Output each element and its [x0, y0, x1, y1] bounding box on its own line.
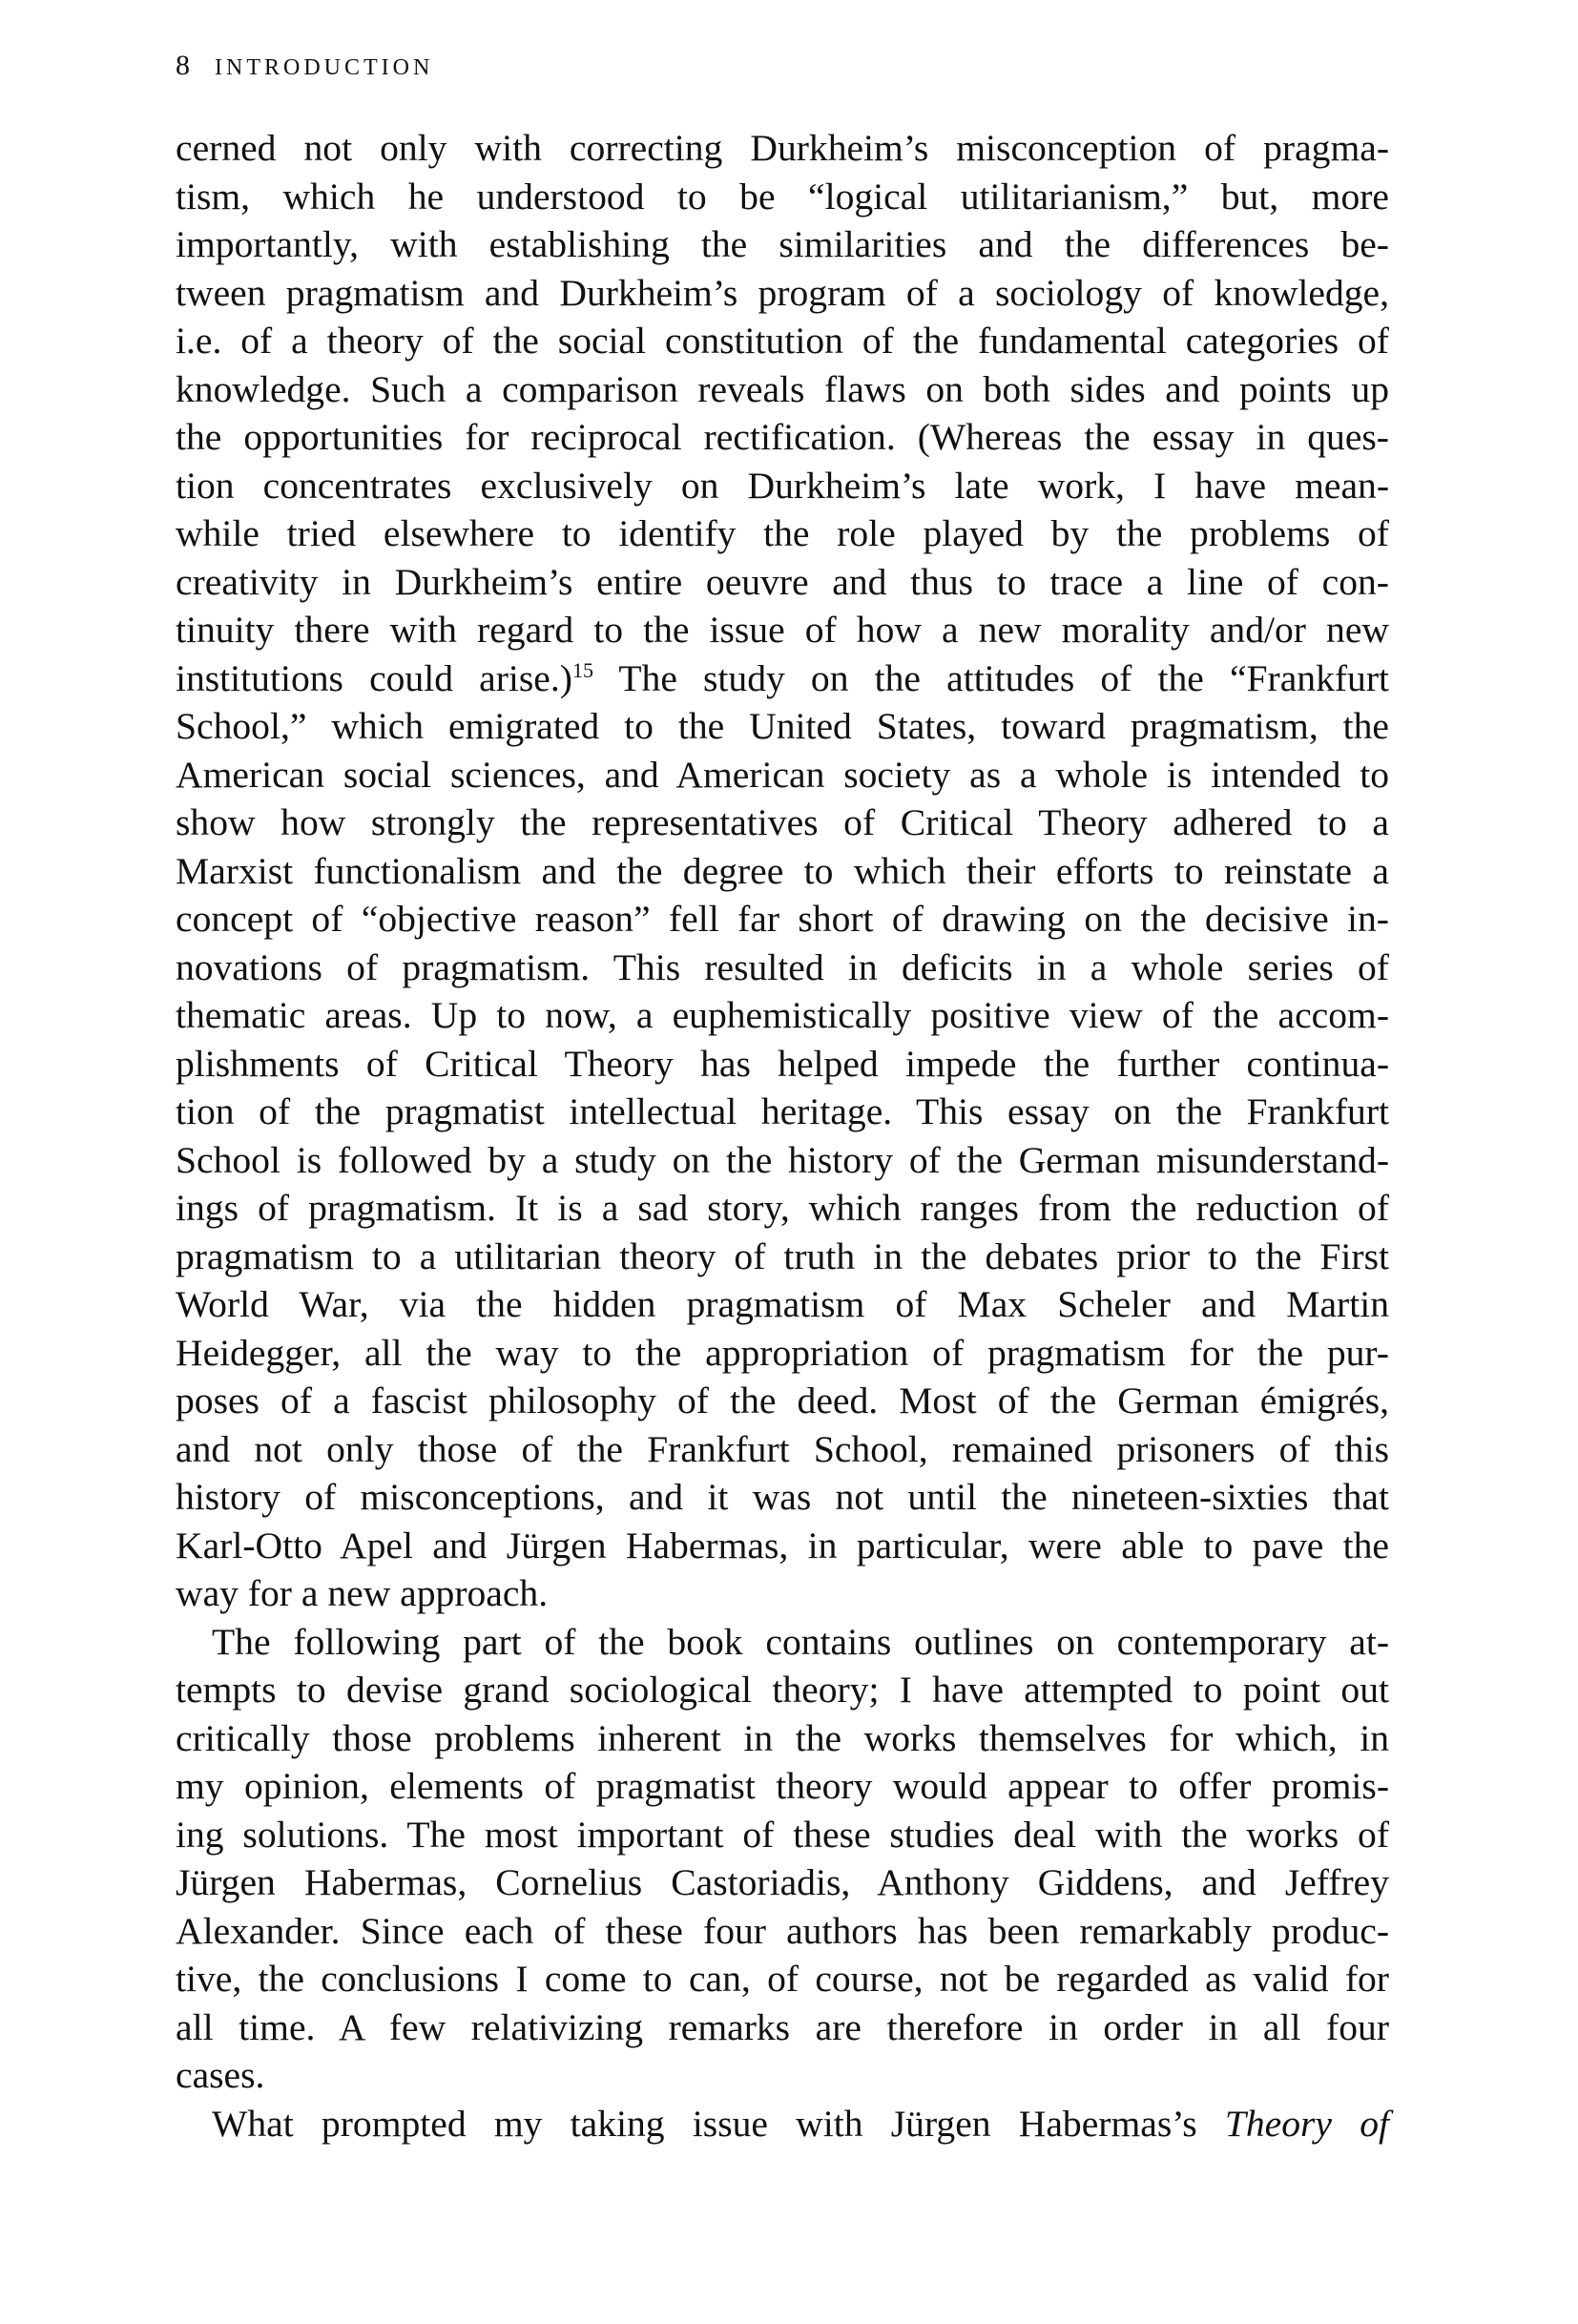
text-line: my opinion, elements of pragmatist theory would appear to offer promis- [176, 1765, 1389, 1807]
text-line: tive, the conclusions I come to can, of course, not be regarded as valid for [176, 1958, 1389, 2000]
text-line: while tried elsewhere to identify the role played by the problems of [176, 512, 1389, 554]
text-line: concept of “objective reason” fell far short of drawing on the decisive in- [176, 898, 1389, 940]
page-number: 8 [176, 50, 190, 81]
text-line: plishments of Critical Theory has helped impede the further continua- [176, 1042, 1389, 1085]
text-line: Alexander. Since each of these four authors has been remarkably produc- [176, 1909, 1389, 1952]
running-head [176, 50, 433, 82]
text-line: tween pragmatism and Durkheim’s program of a sociology of knowledge, [176, 271, 1389, 314]
text-line: critically those problems inherent in the works themselves for which, in [176, 1716, 1389, 1759]
text-line: poses of a fascist philosophy of the deed. Most of the German émigrés, [176, 1380, 1389, 1421]
text-line: way for a new approach. [176, 1572, 549, 1614]
text-line: Jürgen Habermas, Cornelius Castoriadis, Anthony Giddens, and Jeffrey [176, 1861, 1389, 1903]
text-line: the opportunities for reciprocal rectification. (Whereas the essay in ques- [176, 416, 1389, 458]
text-line: tinuity there with regard to the issue of how a new morality and/or new [176, 609, 1389, 651]
text-line: tion concentrates exclusively on Durkheim’s late work, I have mean- [176, 464, 1389, 507]
paragraph [176, 1618, 1389, 2100]
text-line: Heidegger, all the way to the appropriation of pragmatism for the pur- [176, 1331, 1389, 1374]
text-line: show how strongly the representatives of Critical Theory adhered to a [176, 801, 1389, 843]
text-line: novations of pragmatism. This resulted in deficits in a whole series of [176, 945, 1389, 988]
text-line: The following part of the book contains outlines on contemporary at- [212, 1620, 1389, 1663]
text-line: i.e. of a theory of the social constitution of the fundamental categories of [176, 320, 1389, 362]
text-line: tism, which he understood to be “logical utilitarianism,” but, more [176, 175, 1389, 218]
text-line: and not only those of the Frankfurt School, remained prisoners of this [176, 1427, 1389, 1470]
footnote-marker: 15 [571, 657, 593, 682]
text-line: all time. A few relativizing remarks are therefore in order in all four [176, 2005, 1389, 2048]
text-line: American social sciences, and American society as a whole is intended to [176, 753, 1389, 796]
text-line: pragmatism to a utilitarian theory of truth in the debates prior to the First [176, 1235, 1389, 1277]
book-title-italic: Theory of [1224, 2102, 1389, 2145]
line-text: institutions could arise.) [176, 656, 572, 699]
text-line: Marxist functionalism and the degree to which their efforts to reinstate a [176, 849, 1389, 892]
text-line: cerned not only with correcting Durkheim’s misconception of pragma- [176, 127, 1389, 169]
text-line: knowledge. Such a comparison reveals flaws on both sides and points up [176, 367, 1389, 410]
text-line: Karl-Otto Apel and Jürgen Habermas, in particular, were able to pave the [176, 1524, 1389, 1567]
text-line: World War, via the hidden pragmatism of Max Scheler and Martin [176, 1283, 1389, 1325]
text-line-with-italic [176, 2100, 1389, 2148]
text-line: tempts to devise grand sociological theory; I have attempted to point out [176, 1669, 1389, 1711]
text-line: School is followed by a study on the history of the German misunderstand- [176, 1138, 1389, 1181]
body-text [176, 124, 1389, 2148]
paragraph [176, 124, 1389, 1618]
text-line: ings of pragmatism. It is a sad story, which ranges from the reduction of [176, 1187, 1389, 1229]
section-title: INTRODUCTION [215, 55, 434, 80]
text-line: School,” which emigrated to the United States, toward pragmatism, the [176, 705, 1389, 747]
paragraph [176, 2100, 1389, 2148]
text-line: tion of the pragmatist intellectual heritage. This essay on the Frankfurt [176, 1090, 1389, 1132]
text-line: history of misconceptions, and it was not until the nineteen-sixties that [176, 1476, 1389, 1518]
text-line: ing solutions. The most important of these studies deal with the works of [176, 1813, 1389, 1856]
text-line: thematic areas. Up to now, a euphemistically positive view of the accom- [176, 994, 1389, 1036]
line-text: What prompted my taking issue with Jürgen Habermas’s [212, 2102, 1225, 2145]
text-line: cases. [176, 2054, 265, 2096]
text-line-with-footnote [176, 654, 1389, 703]
text-line: creativity in Durkheim’s entire oeuvre and thus to trace a line of con- [176, 560, 1389, 603]
text-line: importantly, with establishing the similarities and the differences be- [176, 223, 1389, 265]
line-text: The study on the attitudes of the “Frankfurt [592, 656, 1389, 699]
